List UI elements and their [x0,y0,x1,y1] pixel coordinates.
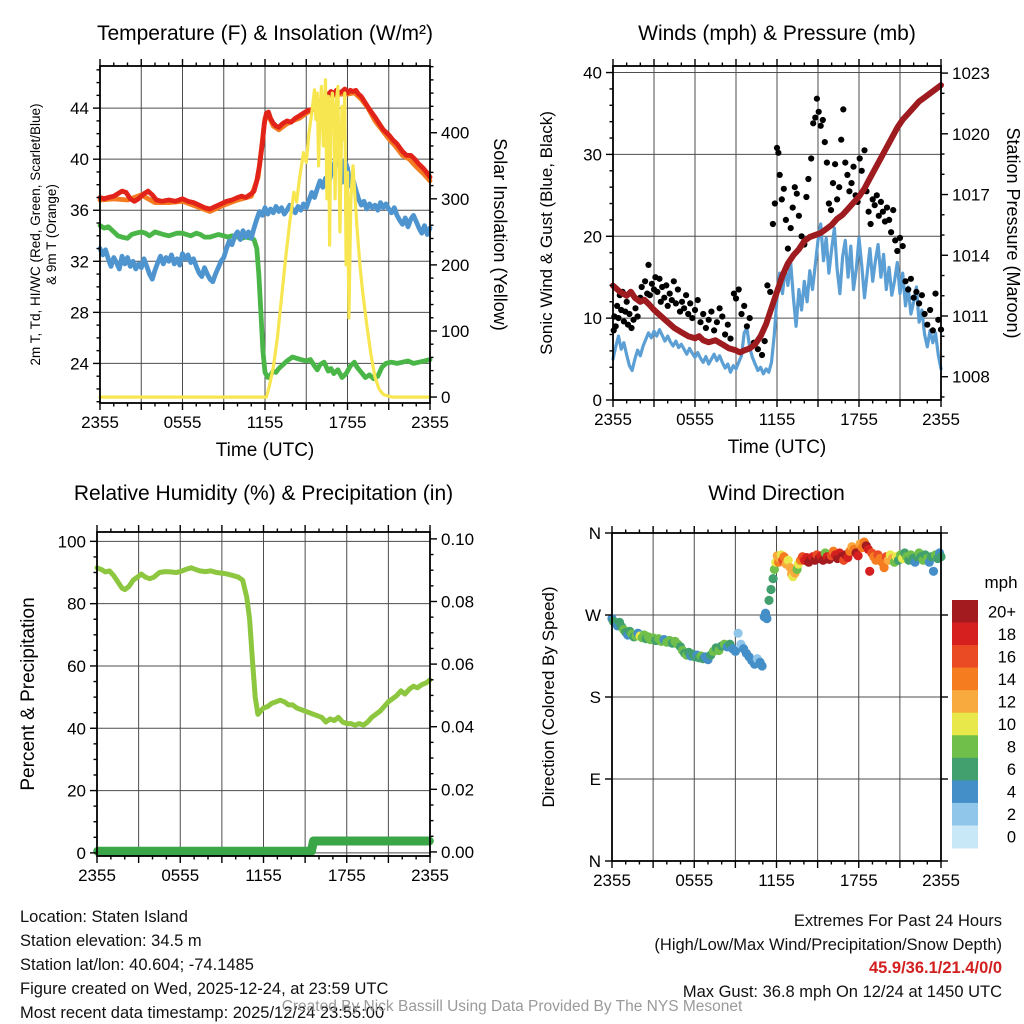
svg-text:0.06: 0.06 [441,655,475,675]
svg-text:0: 0 [441,388,451,408]
svg-text:300: 300 [441,189,470,209]
svg-text:400: 400 [441,123,470,143]
svg-text:2: 2 [1006,806,1016,825]
temp-insolation-chart [0,0,512,465]
svg-text:2355: 2355 [411,866,449,885]
svg-text:Time (UTC): Time (UTC) [215,440,315,460]
svg-text:100: 100 [57,532,86,552]
svg-text:0.02: 0.02 [441,780,475,800]
svg-text:32: 32 [70,252,89,272]
svg-text:1155: 1155 [758,410,796,429]
svg-text:60: 60 [67,656,86,676]
svg-text:10: 10 [583,309,602,329]
svg-text:40: 40 [67,719,86,739]
svg-text:Station Pressure (Maroon): Station Pressure (Maroon) [1003,127,1023,339]
humidity-precip-plot [0,460,512,908]
svg-text:2355: 2355 [922,410,960,429]
temp-insolation-plot [0,0,512,460]
svg-text:1155: 1155 [758,871,795,890]
svg-text:1755: 1755 [840,410,878,429]
svg-text:24: 24 [70,354,89,374]
winds-pressure-chart [512,0,1024,465]
svg-text:0.00: 0.00 [441,842,475,862]
svg-text:2355: 2355 [411,413,449,432]
svg-text:S: S [589,688,601,707]
svg-text:mph: mph [984,573,1018,592]
svg-text:44: 44 [70,99,89,119]
svg-text:0: 0 [76,843,86,863]
extremes-title: Extremes For Past 24 Hours [793,912,1002,930]
extremes-info [654,910,1002,1004]
svg-text:8: 8 [1006,738,1016,757]
svg-text:0.10: 0.10 [441,529,475,549]
svg-text:100: 100 [441,321,470,341]
svg-text:200: 200 [441,255,470,275]
svg-text:2355: 2355 [593,871,631,890]
svg-text:& 9m T (Orange): & 9m T (Orange) [44,184,59,285]
svg-text:1155: 1155 [245,866,282,885]
svg-text:40: 40 [583,63,602,83]
svg-text:1755: 1755 [328,413,367,432]
svg-text:Wind Direction: Wind Direction [708,482,845,505]
winds-pressure-plot [512,0,1024,460]
svg-text:Solar Insolation (Yellow): Solar Insolation (Yellow) [490,138,510,331]
svg-text:2m T, Td, HI/WC (Red, Green, S: 2m T, Td, HI/WC (Red, Green, Scarlet/Blue) [28,103,43,366]
svg-text:20: 20 [67,781,86,801]
svg-text:1020: 1020 [952,124,990,144]
svg-text:0: 0 [592,391,602,410]
svg-text:2355: 2355 [594,410,632,429]
max-gust: Max Gust: 36.8 mph On 12/24 at 1450 UTC [682,982,1002,1001]
svg-text:2355: 2355 [81,413,119,432]
wind-direction-chart [512,460,1024,913]
svg-text:Temperature (F) & Insolation (: Temperature (F) & Insolation (W/m²) [96,22,434,45]
data-timestamp: Most recent data timestamp: 2025/12/24 23:55:00 [20,1004,385,1022]
svg-text:1014: 1014 [952,246,990,266]
svg-text:Winds (mph) & Pressure (mb): Winds (mph) & Pressure (mb) [638,22,916,45]
svg-text:12: 12 [997,693,1016,712]
svg-text:Time (UTC): Time (UTC) [727,437,827,458]
svg-text:16: 16 [997,648,1016,667]
svg-text:1755: 1755 [327,866,366,885]
credit-line: Created By Nick Bassill Using Data Provided By The NYS Mesonet [281,998,743,1015]
svg-text:1755: 1755 [839,871,878,890]
svg-text:0.08: 0.08 [441,592,475,612]
svg-text:6: 6 [1006,761,1016,780]
svg-text:2355: 2355 [922,871,960,890]
svg-text:Direction (Colored By Speed): Direction (Colored By Speed) [539,586,558,808]
svg-text:14: 14 [997,670,1016,689]
svg-text:2355: 2355 [78,866,116,885]
figure-created: Figure created on Wed, 2025-12-24, at 23:59 UTC [20,980,389,998]
svg-text:W: W [584,606,601,625]
svg-text:4: 4 [1006,783,1016,802]
station-latlon: Station lat/lon: 40.604; -74.1485 [20,956,254,974]
svg-text:Percent & Precipitation: Percent & Precipitation [18,597,39,791]
svg-text:20+: 20+ [988,603,1016,622]
svg-text:0555: 0555 [676,410,714,429]
svg-text:40: 40 [70,150,89,170]
svg-text:30: 30 [583,145,602,165]
svg-text:28: 28 [70,303,89,323]
svg-text:Sonic Wind & Gust (Blue, Black: Sonic Wind & Gust (Blue, Black) [537,111,556,355]
svg-text:36: 36 [70,201,89,221]
svg-text:1017: 1017 [952,185,990,205]
svg-text:0555: 0555 [675,871,714,890]
svg-text:N: N [588,852,601,871]
extremes-subtitle: (High/Low/Max Wind/Precipitation/Snow Depth) [654,935,1002,954]
svg-text:1011: 1011 [952,306,989,326]
station-elevation: Station elevation: 34.5 m [20,932,202,950]
svg-text:N: N [588,524,601,543]
svg-text:E: E [589,770,601,789]
svg-text:80: 80 [67,594,86,614]
svg-text:0555: 0555 [163,413,202,432]
svg-text:10: 10 [997,716,1016,734]
svg-text:18: 18 [997,625,1016,644]
svg-text:1008: 1008 [952,367,990,387]
humidity-precip-chart [0,460,512,913]
svg-text:0555: 0555 [161,866,200,885]
svg-text:1155: 1155 [246,413,284,432]
station-location: Location: Staten Island [20,908,188,926]
svg-text:Relative Humidity (%) & Precip: Relative Humidity (%) & Precipitation (in) [73,482,454,505]
wind-direction-plot [512,460,1024,908]
svg-text:0.04: 0.04 [441,717,475,737]
svg-text:0: 0 [1006,828,1016,847]
svg-text:20: 20 [583,227,602,247]
extremes-values: 45.9/36.1/21.4/0/0 [868,959,1002,977]
svg-text:1023: 1023 [952,64,990,84]
